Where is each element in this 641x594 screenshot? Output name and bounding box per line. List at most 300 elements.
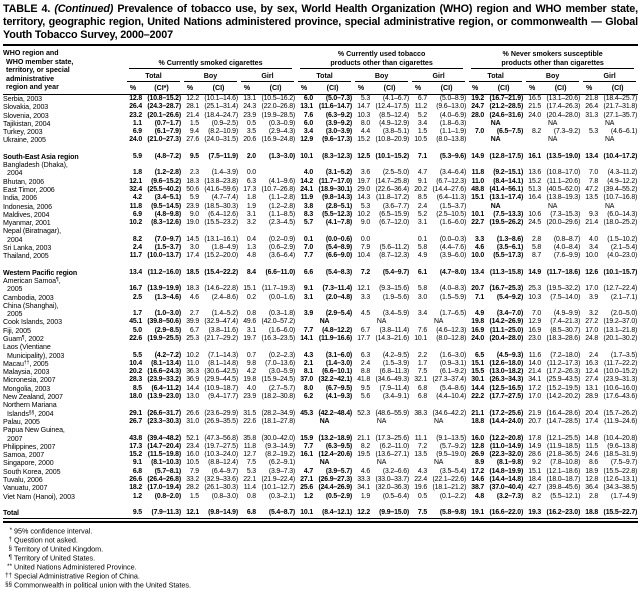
stub-line: territory, or special xyxy=(6,66,70,75)
footnotes xyxy=(3,527,638,591)
row-label: China (Shanghai), 2005 xyxy=(3,301,59,319)
cell-ci: (7.0–13.6) xyxy=(265,359,296,367)
cell-ci: (9.3–14.9) xyxy=(265,442,296,450)
cell-percent: 5.9 xyxy=(189,194,199,202)
cell-ci: (3.6–6.4) xyxy=(268,252,296,260)
cell-ci: (2.0–5.0) xyxy=(610,310,638,318)
row-label: Bhutan, 2006 xyxy=(3,177,45,186)
cell-ci: (6.4–9.7) xyxy=(211,467,238,475)
cell-percent: 16.0 xyxy=(186,451,199,459)
cell-ci: (7.4–21.3) xyxy=(550,318,581,326)
cell-percent: 4.6 xyxy=(189,293,199,301)
cell-ci: (10.5–16.2) xyxy=(261,94,296,102)
cell-percent: 22.1 xyxy=(243,476,256,484)
cell-ci: (18.5–31.9) xyxy=(603,451,638,459)
cell-percent: 1.8 xyxy=(246,194,256,202)
cell-ci: (12.5–16.5) xyxy=(489,384,524,392)
cell-percent: 13.1 xyxy=(243,94,256,102)
cell-ci: (1.6–6.0) xyxy=(268,326,296,334)
cell-ci: (9.6–15.2) xyxy=(151,177,181,185)
cell-percent: 15.2 xyxy=(528,177,542,185)
cell-percent: 0.4 xyxy=(246,235,256,243)
country-row xyxy=(3,493,638,501)
cell-ci: (3.1–5.2) xyxy=(325,169,353,177)
cell-ci: (14.8–19.9) xyxy=(489,467,524,475)
cell-ci: (1.1–8.5) xyxy=(268,210,296,218)
cell-ci: (17.7–27.5) xyxy=(489,393,524,401)
row-label: Palau, 2005 xyxy=(3,417,40,426)
cell-percent: 6.2 xyxy=(303,393,314,401)
cell-ci: (6.3–9.5) xyxy=(325,442,353,450)
cell-percent: 5.3 xyxy=(246,467,256,475)
cell-ci: (9.6–13.8) xyxy=(607,442,638,450)
cell-percent: 0.2 xyxy=(246,293,256,301)
cell-percent: 20.7 xyxy=(471,285,485,293)
cell-percent: 3.1 xyxy=(246,210,256,218)
footnote-marker: * xyxy=(9,526,12,534)
cell-ci: (3.8–11.4) xyxy=(379,326,410,334)
cell-percent: 16.0 xyxy=(471,434,485,442)
cell-ci: (11.7–17.0) xyxy=(318,177,353,185)
cell-percent: 9.4 xyxy=(189,128,199,136)
cell-ci: (3.4–5.1) xyxy=(154,194,181,202)
cell-percent: 31.0 xyxy=(186,417,199,425)
group-label: % Currently smoked cigarettes xyxy=(158,58,263,67)
footnote-marker: † xyxy=(8,535,12,543)
cell-percent: 17.8 xyxy=(528,434,542,442)
cell-ci: (7.0–9.7) xyxy=(154,235,181,243)
row-label: Slovenia, 2003 xyxy=(3,111,49,120)
cell-percent: 7.0 xyxy=(588,169,599,177)
cell-ci: (5.0–8.9) xyxy=(439,94,467,102)
cell-percent: 26.9 xyxy=(471,451,485,459)
cell-percent: 39.9 xyxy=(186,318,199,326)
cell-ci: (8.8–12.4) xyxy=(208,459,238,467)
cell-ci: (20.0–29.6) xyxy=(546,219,581,227)
cell-percent: 20.6 xyxy=(243,136,256,144)
cell-ci: (21.8–36.5) xyxy=(546,451,581,459)
cell-percent: 5.8 xyxy=(531,244,542,252)
cell-ci: (3.8–11.6) xyxy=(208,326,238,334)
cell-ci: (4.5–9.3) xyxy=(496,351,524,359)
subheader-total: Total xyxy=(125,69,182,82)
cell-percent: 5.3 xyxy=(588,128,599,136)
cell-ci: (22.1–22.6) xyxy=(432,476,467,484)
footnote-reference: §§ xyxy=(28,409,35,416)
cell-ci: (8.5–30.7) xyxy=(550,326,581,334)
cell-ci: (4.4–7.6) xyxy=(439,244,467,252)
cell-percent: 8.0 xyxy=(303,384,314,392)
cell-ci: (29.9–44.5) xyxy=(204,376,238,384)
cell-ci: (26.9–27.3) xyxy=(318,476,353,484)
row-label: Tuvalu, 2006 xyxy=(3,476,43,485)
cell-ci: (8.0–13.8) xyxy=(436,136,467,144)
cell-ci: (11.7–18.6) xyxy=(546,268,581,276)
cell-ci: (10.0–15.2) xyxy=(603,368,638,376)
cell-percent: 19.8 xyxy=(471,318,485,326)
cell-percent: 3.4 xyxy=(417,119,428,127)
cell-ci: (7.5–11.9) xyxy=(208,152,238,160)
cell-ci: (4.4–10.4) xyxy=(436,393,467,401)
cell-ci: (10.0–13.7) xyxy=(147,252,181,260)
cell-ci: (20.4–28.0) xyxy=(546,111,581,119)
cell-ci: (6.4–11.2) xyxy=(151,384,181,392)
spacer-cell xyxy=(3,501,638,509)
cell-ci: (9.6–13.0) xyxy=(436,103,467,111)
cell-ci: (9.2–15.1) xyxy=(493,169,524,177)
cell-ci: (11.9–24.6) xyxy=(604,417,638,425)
cell-ci: (1.3–3.0) xyxy=(268,152,296,160)
cell-percent: 15.2 xyxy=(129,451,142,459)
cell-ci: (3.9–6.0) xyxy=(439,252,467,260)
cell-ci: (4.0–6.9) xyxy=(439,111,467,119)
cell-na: NA xyxy=(433,459,444,467)
row-label: Philippines, 2007 xyxy=(3,442,56,451)
cell-ci: (10.4–17.2) xyxy=(603,152,638,160)
cell-percent: 5.3 xyxy=(360,202,371,210)
cell-ci: (0.0–1.6) xyxy=(268,293,296,301)
group-header-never-smokers-susceptible xyxy=(467,45,638,69)
cell-percent: 10.2 xyxy=(186,351,199,359)
cell-ci: (11.7–19.3) xyxy=(261,285,296,293)
cell-percent: 9.0 xyxy=(360,219,371,227)
cell-ci: (32.2–42.1) xyxy=(318,376,353,384)
cell-ci: (5.4–8.9) xyxy=(325,244,353,252)
cell-percent: 5.5 xyxy=(132,351,142,359)
cell-ci: (10.3–24.0) xyxy=(204,451,238,459)
cell-percent: 24.0 xyxy=(471,334,485,342)
subheader-boy: Boy xyxy=(182,69,239,82)
footnote xyxy=(3,545,638,554)
cell-percent: 45.1 xyxy=(129,318,142,326)
pct-header: % xyxy=(125,82,142,94)
cell-percent: 19.0 xyxy=(186,219,199,227)
country-row xyxy=(3,468,638,476)
cell-percent: 7.5 xyxy=(246,459,256,467)
cell-percent: 49.6 xyxy=(243,318,256,326)
row-label: Laos (Vientiane Municipality), 2003 xyxy=(3,343,65,360)
cell-percent: 10.6 xyxy=(528,210,542,218)
cell-percent: 6.0 xyxy=(303,119,314,127)
cell-percent: 4.0 xyxy=(588,235,599,243)
cell-ci: (2.9–8.5) xyxy=(154,326,181,334)
cell-ci: (0.3–0.9) xyxy=(268,119,296,127)
cell-percent: 3.9 xyxy=(588,293,599,301)
cell-ci: (39.8–50.6) xyxy=(147,318,181,326)
cell-ci: (12.7–22.4) xyxy=(603,285,638,293)
cell-percent: 13.1 xyxy=(300,103,314,111)
cell-ci: (6.7–9.5) xyxy=(325,384,353,392)
cell-ci: (9.8–14.3) xyxy=(322,194,353,202)
table-body xyxy=(3,94,638,518)
cell-ci: (11.7–22.2) xyxy=(604,359,638,367)
cell-ci: (14.2–26.9) xyxy=(489,318,524,326)
cell-percent: 7.0 xyxy=(531,310,542,318)
table-title xyxy=(3,3,638,42)
cell-ci: (14.6–22.8) xyxy=(204,285,238,293)
cell-percent: 31.3 xyxy=(585,111,599,119)
cell-ci: (4.1–6.7) xyxy=(382,94,410,102)
pct-header: % xyxy=(524,82,541,94)
row-label: Northern Mariana Islands§§, 2004 xyxy=(3,401,57,418)
country-row xyxy=(3,128,638,136)
cell-ci: (26.4–26.8) xyxy=(147,476,181,484)
row-label: Slovakia, 2003 xyxy=(3,103,49,112)
pct-header: % xyxy=(239,82,256,94)
cell-percent: 0.5 xyxy=(417,492,428,500)
cell-ci: (15.5–22.7) xyxy=(598,509,638,519)
cell-percent: 10.4 xyxy=(129,359,142,367)
cell-percent: 4.4 xyxy=(360,128,371,136)
country-row xyxy=(3,335,638,343)
cell-percent: 10.4 xyxy=(357,252,371,260)
row-label: Turkey, 2003 xyxy=(3,128,43,137)
cell-percent: 11.6 xyxy=(528,351,542,359)
cell-percent: 36.9 xyxy=(186,376,199,384)
cell-percent: 24.6 xyxy=(585,451,599,459)
cell-percent: 7.1 xyxy=(417,152,428,160)
cell-ci: (17.2–26.3) xyxy=(546,368,581,376)
cell-percent: 41.8 xyxy=(357,376,371,384)
cell-percent: 4.8 xyxy=(246,252,256,260)
cell-percent: 8.5 xyxy=(132,384,142,392)
cell-ci: (3.4–9.1) xyxy=(382,393,410,401)
cell-percent: 17.0 xyxy=(585,285,599,293)
country-row xyxy=(3,360,638,368)
cell-percent: 21.4 xyxy=(528,368,542,376)
cell-ci: (10.9–18.7) xyxy=(204,384,238,392)
cell-ci: (2.5–10.5) xyxy=(436,210,467,218)
cell-percent: 21.1 xyxy=(357,434,371,442)
footnote-marker: §§ xyxy=(5,581,12,589)
cell-ci: (16.9–24.8) xyxy=(261,136,296,144)
cell-percent: 17.2 xyxy=(471,467,485,475)
cell-ci: (0.9–2.5) xyxy=(211,119,238,127)
cell-percent: 4.3 xyxy=(417,467,428,475)
cell-percent: 7.8 xyxy=(588,177,599,185)
cell-ci: (14.7–28.5) xyxy=(546,417,581,425)
cell-percent: 13.4 xyxy=(585,152,599,160)
cell-ci: (39.4–48.2) xyxy=(147,434,181,442)
country-row xyxy=(3,294,638,302)
cell-percent: 0.0 xyxy=(246,169,256,177)
cell-percent: 21.5 xyxy=(528,103,542,111)
cell-ci: (23.9–31.3) xyxy=(603,376,638,384)
cell-ci: (0.3–1.8) xyxy=(268,310,296,318)
country-row xyxy=(3,418,638,426)
row-label: Serbia, 2003 xyxy=(3,94,43,103)
cell-ci: (7.9–11.3) xyxy=(142,509,182,519)
cell-percent: 13.1 xyxy=(585,384,599,392)
cell-ci: (1.7–4.9) xyxy=(610,492,638,500)
cell-percent: 34.1 xyxy=(528,376,542,384)
cell-percent: 52.1 xyxy=(186,434,199,442)
cell-na: NA xyxy=(547,119,558,127)
row-label: Tajikistan, 2004 xyxy=(3,119,51,128)
cell-ci: (6.6–11.0) xyxy=(265,268,296,276)
row-label: Myanmar, 2001 xyxy=(3,219,51,228)
cell-ci: (25.9–43.5) xyxy=(546,376,581,384)
footnote xyxy=(3,581,638,590)
cell-na: NA xyxy=(433,318,444,326)
cell-percent: 14.9 xyxy=(528,268,542,276)
row-label: Macau††, 2005 xyxy=(3,359,49,368)
cell-ci: (13.1–21.8) xyxy=(603,326,638,334)
cell-percent: 8.2 xyxy=(531,492,542,500)
cell-ci: (2.7–5.7) xyxy=(268,384,296,392)
cell-percent: 10.0 xyxy=(471,252,485,260)
cell-percent: 4.6 xyxy=(474,244,485,252)
footnote-marker: ** xyxy=(7,563,12,571)
cell-percent: 14.5 xyxy=(186,235,199,243)
cell-ci: (3.0–5.9) xyxy=(268,368,296,376)
cell-na: NA xyxy=(490,202,501,210)
row-label: Singapore, 2000 xyxy=(3,459,54,468)
cell-percent: 0.7 xyxy=(246,351,256,359)
cell-ci: (24.6–31.6) xyxy=(489,111,524,119)
cell-percent: 15.1 xyxy=(471,194,485,202)
group-header-other-tobacco xyxy=(296,45,467,69)
pct-header: % xyxy=(581,82,598,94)
cell-percent: 28.3 xyxy=(129,376,142,384)
footnote-text: United Nations Administered Province. xyxy=(14,562,137,572)
cell-percent: 24.3 xyxy=(243,103,256,111)
cell-percent: 9.5 xyxy=(125,509,142,519)
country-row xyxy=(3,393,638,401)
cell-ci: (1.5–3.7) xyxy=(154,244,181,252)
row-label: Cook Islands, 2003 xyxy=(3,318,62,327)
cell-percent: 0.8 xyxy=(246,310,256,318)
cell-ci: (16.3–23.5) xyxy=(261,334,296,342)
cell-percent: 16.7 xyxy=(129,285,142,293)
table-title-text: Prevalence of tobacco use, by sex, World Health Organization (WHO) region and WHO member state, territory, geographic region, United Nations administered province, special administrative region, or commonwealth — Global Youth Tobacco Survey, 2000–2007 xyxy=(3,3,639,41)
cell-percent: 28.1 xyxy=(186,103,199,111)
cell-ci: (48.6–55.9) xyxy=(375,409,410,417)
cell-percent: 17.3 xyxy=(243,185,256,193)
cell-ci: (18.4–24.7) xyxy=(204,111,238,119)
cell-percent: 7.0 xyxy=(474,128,485,136)
cell-percent: 4.9 xyxy=(474,310,485,318)
cell-ci: (1.6–3.0) xyxy=(439,351,467,359)
cell-ci: (22.0–26.8) xyxy=(261,103,296,111)
cell-percent: 9.8 xyxy=(246,359,256,367)
cell-percent: 11.5 xyxy=(585,442,599,450)
cell-percent: 15.2 xyxy=(357,136,371,144)
spacer-row xyxy=(3,145,638,153)
cell-na: NA xyxy=(547,202,558,210)
cell-ci: (3.4–7.0) xyxy=(496,310,524,318)
cell-percent: 6.7 xyxy=(417,94,428,102)
cell-ci: (1.6–6.0) xyxy=(439,219,467,227)
cell-ci: (8.4–12.1) xyxy=(313,509,353,519)
cell-ci: (1.2–2.8) xyxy=(154,169,181,177)
cell-ci: (0.8–8.7) xyxy=(553,235,581,243)
cell-ci: (3.2–7.3) xyxy=(496,492,524,500)
cell-ci: (4.8–7.2) xyxy=(154,152,181,160)
cell-ci: (1.9–5.6) xyxy=(382,293,410,301)
cell-ci: (9.5–19.0) xyxy=(436,451,467,459)
footnote-text: Question not asked. xyxy=(14,535,78,545)
cell-percent: 28.0 xyxy=(471,111,485,119)
subheader-girl: Girl xyxy=(581,69,638,82)
cell-ci: (14.2–20.2) xyxy=(546,393,581,401)
cell-percent: 1.2 xyxy=(303,492,314,500)
cell-percent: 20.2 xyxy=(414,185,428,193)
cell-ci: (27.3–37.4) xyxy=(432,376,467,384)
subheader-boy: Boy xyxy=(524,69,581,82)
cell-ci: (15.7–26.2) xyxy=(603,409,638,417)
cell-percent: 6.0 xyxy=(303,94,314,102)
ci-header: (CI) xyxy=(313,82,353,94)
cell-ci: (28.2–34.9) xyxy=(261,409,296,417)
cell-percent: 12.1 xyxy=(182,509,199,519)
cell-percent: 10.2 xyxy=(357,210,371,218)
cell-ci: (11.1–20.6) xyxy=(547,177,581,185)
cell-percent: 27.1 xyxy=(300,476,314,484)
cell-ci: (42.0–57.2) xyxy=(261,318,296,326)
row-label: Samoa, 2007 xyxy=(3,451,45,460)
cell-ci: (17.6–43.6) xyxy=(603,393,638,401)
cell-percent: 4.3 xyxy=(303,351,314,359)
cell-percent: 1.1 xyxy=(132,119,142,127)
cell-ci: (10.6–16.0) xyxy=(603,384,638,392)
row-label: Vanuatu, 2007 xyxy=(3,484,48,493)
cell-ci: (3.5–6.1) xyxy=(496,244,524,252)
cell-percent: 19.3 xyxy=(524,509,541,519)
group-label: % Currently used tobacco xyxy=(337,50,426,59)
country-row xyxy=(3,186,638,194)
cell-percent: 14.8 xyxy=(585,434,599,442)
cell-percent: 9.2 xyxy=(531,459,542,467)
cell-ci: (12.2–20.8) xyxy=(489,434,524,442)
country-row xyxy=(3,476,638,484)
cell-ci: (32.9–47.4) xyxy=(204,318,238,326)
country-row xyxy=(3,227,638,244)
cell-ci: (14.4–27.6) xyxy=(432,185,467,193)
cell-ci: (23.9–33.2) xyxy=(147,376,181,384)
cell-ci: (17.4–26.3) xyxy=(546,103,581,111)
cell-percent: 0.0 xyxy=(360,235,371,243)
cell-ci: (34.6–49.3) xyxy=(375,376,410,384)
cell-percent: 22.6 xyxy=(243,417,256,425)
cell-ci: (2.9–4.3) xyxy=(268,128,296,136)
cell-ci: (18.5–30.3) xyxy=(204,202,238,210)
cell-ci: (19.9–28.5) xyxy=(261,111,296,119)
footnote-text: Commonwealth in political union with the United States. xyxy=(14,580,191,590)
ci-header: (CI) xyxy=(484,82,524,94)
cell-ci: (4.6–6.1) xyxy=(610,128,638,136)
cell-ci: (19.2–37.0) xyxy=(603,318,638,326)
cell-ci: (7.5–13.3) xyxy=(493,210,524,218)
cell-percent: 18.0 xyxy=(129,393,142,401)
cell-percent: 17.3 xyxy=(129,442,142,450)
cell-ci: (12.4–17.5) xyxy=(375,103,410,111)
cell-percent: 19.8 xyxy=(243,376,256,384)
cell-percent: 32.4 xyxy=(129,185,142,193)
cell-percent: 8.0 xyxy=(360,119,371,127)
cell-percent: 33.2 xyxy=(186,476,199,484)
cell-ci: (34.3–38.5) xyxy=(603,484,638,492)
cell-ci: (15.5–23.2) xyxy=(204,219,238,227)
cell-ci: (13.1–17.4) xyxy=(489,194,524,202)
cell-ci: (1.5–10.2) xyxy=(607,235,638,243)
cell-percent: 13.4 xyxy=(129,268,142,276)
cell-ci: (3.0–3.9) xyxy=(325,128,353,136)
cell-percent: 4.2 xyxy=(132,194,142,202)
cell-ci: (1.3–4.6) xyxy=(154,293,181,301)
cell-ci: (6.2–11.0) xyxy=(379,442,410,450)
cell-ci: (11.0–14.9) xyxy=(489,442,524,450)
